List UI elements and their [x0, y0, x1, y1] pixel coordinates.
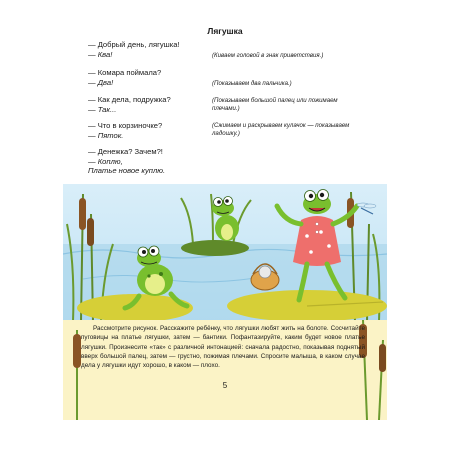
button	[315, 222, 318, 225]
gesture-remark: (Показываем два пальчика.)	[212, 80, 292, 87]
page-number: 5	[222, 381, 228, 390]
dialogue-line: — Ква!	[88, 50, 113, 59]
dialogue-line: — Так...	[88, 105, 117, 114]
instruction-paragraph: Рассмотрите рисунок. Расскажите ребёнку, что лягушки любят жить на болоте. Сосчитайте пуговицы на платье лягушки, затем — бантики. Пофантазируйте, каким будет новое платье лягушки. Произнесите «так» с различной интонацией: сначала радостно, показывая поднятый вверх большой палец, затем — грустно, пожимая плечами. Спросите малыша, в каком случае дела у лягушки идут хорошо, в каком — плохо.	[81, 325, 365, 370]
gesture-remark: (Киваем головой в знак приветствия.)	[212, 52, 324, 59]
gesture-remark: (Показываем большой палец или пожимаем плечами.)	[212, 97, 338, 113]
button	[315, 230, 318, 233]
dialogue-line: — Коплю,	[88, 157, 123, 166]
dialogue-line: — Пяток.	[88, 131, 124, 140]
dialogue-line: — Что в корзиночке?	[88, 121, 163, 130]
dialogue-line: Платье новое куплю.	[88, 166, 166, 175]
page-title: Лягушка	[207, 26, 243, 36]
dialogue-line: — Два!	[88, 78, 114, 87]
dialogue-line: — Как дела, подружка?	[88, 95, 171, 104]
dialogue-line: — Денежка? Зачем?!	[88, 147, 163, 156]
dialogue-line: — Добрый день, лягушка!	[88, 40, 180, 49]
dialogue-line: — Комара поймала?	[88, 68, 162, 77]
gesture-remark: (Сжимаем и раскрываем кулачок — показываем ладошку.)	[212, 122, 350, 138]
